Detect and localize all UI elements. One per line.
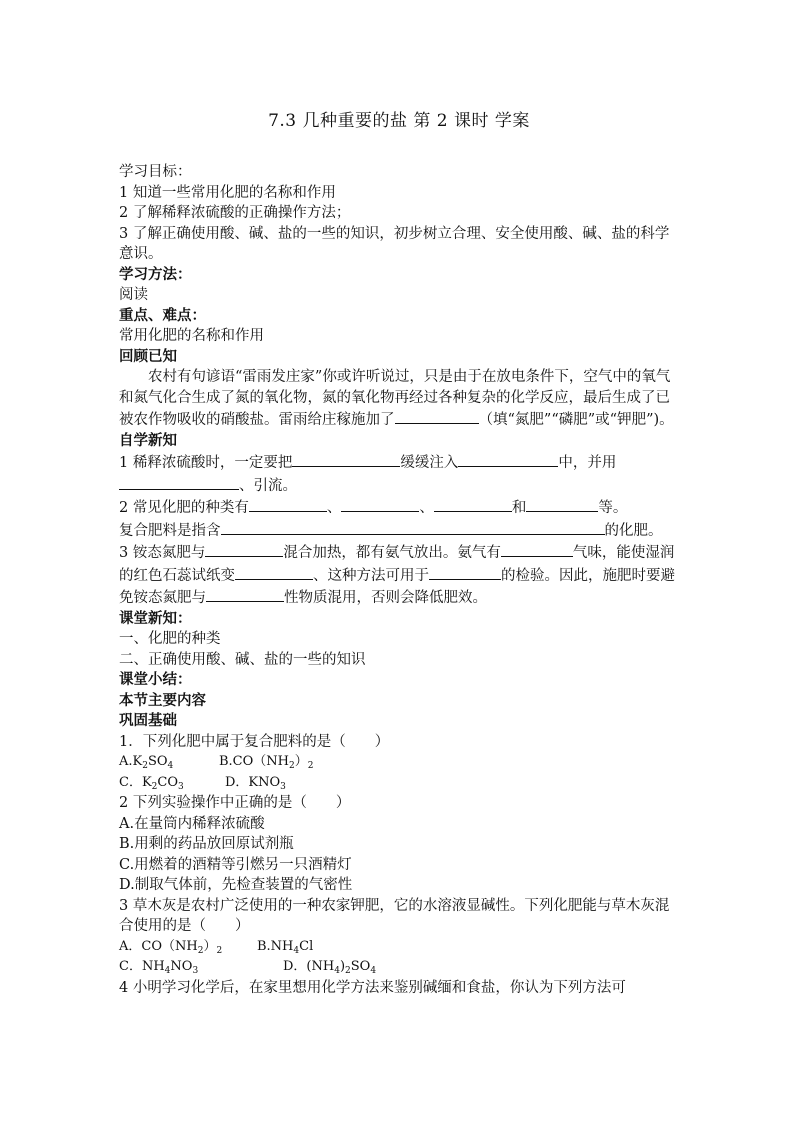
review-text: 农村有句谚语“雷雨发庄家”你或许听说过，只是由于在放电条件下，空气中的氧气和氮气化合生成了氮的氧化物，氮的氧化物再经过各种复杂的化学反应，最后生成了已被农作物吸收的硝酸盐。雷雨给庄稼施加了 [119, 369, 671, 428]
q-text: 等。 [598, 500, 628, 516]
answer-blank[interactable] [429, 564, 501, 580]
option-d[interactable]: D．$KNO_3$ [225, 774, 286, 792]
practice-q1-stem: 1．下列化肥中属于复合肥料的是（ ） [119, 733, 390, 750]
review-heading: 回顾已知 [119, 347, 177, 365]
q-text: 混合加热，都有氨气放出。氨气有 [283, 545, 501, 561]
practice-q1-options-ab [119, 752, 679, 773]
q-text: 2 常见化肥的种类有 [119, 500, 249, 516]
answer-blank[interactable] [119, 474, 239, 490]
option-b[interactable]: $B.CO(NH_2)_2$ [219, 754, 314, 771]
answer-blank[interactable] [501, 541, 573, 557]
page-title: 7.3 几种重要的盐 第 2 课时 学案 [268, 111, 530, 131]
answer-blank[interactable] [235, 564, 313, 580]
q-text: 、 [326, 500, 342, 516]
objective-item: 3 了解正确使用酸、碱、盐的一些的知识，初步树立合理、安全使用酸、碱、盐的科学意识。 [119, 225, 670, 262]
selfstudy-heading: 自学新知 [119, 431, 177, 449]
selfstudy-q3 [119, 541, 679, 609]
q-text: 、 [419, 500, 434, 516]
q-text: 缓缓注入 [400, 455, 459, 471]
summary-subheading: 本节主要内容 [119, 691, 206, 709]
key-text: 常用化肥的名称和作用 [119, 328, 264, 344]
option-d[interactable]: D.制取气体前，先检查装置的气密性 [119, 877, 353, 893]
answer-blank[interactable] [249, 496, 327, 512]
option-a[interactable]: A.在量筒内稀释浓硫酸 [119, 815, 265, 832]
q-text: 、这种方法可用于 [313, 567, 429, 584]
q-text: 性物质混用，否则会降低肥效。 [284, 590, 487, 606]
practice-q3-options-cd [119, 957, 679, 978]
q-text: 1 稀释浓硫酸时，一定要把 [119, 455, 293, 471]
practice-q2-stem: 2 下列实验操作中正确的是（ ） [119, 795, 351, 811]
practice-q4-stem: 4 小明学习化学后，在家里想用化学方法来鉴别碱缅和食盐，你认为下列方法可 [119, 979, 626, 996]
answer-blank[interactable] [434, 496, 512, 512]
answer-blank[interactable] [206, 586, 284, 602]
option-a[interactable]: A．$CO(NH_2)_2$ [119, 938, 223, 956]
newknow-item: 二、正确使用酸、碱、盐的一些的知识 [119, 651, 366, 668]
option-b[interactable]: B.用剩的药品放回原试剂瓶 [119, 836, 294, 852]
answer-blank[interactable] [526, 496, 598, 512]
objectives-heading: 学习目标： [119, 164, 192, 180]
option-b[interactable]: $B.NH_4Cl$ [257, 938, 314, 956]
answer-blank[interactable] [458, 451, 558, 467]
method-text: 阅读 [119, 287, 148, 303]
q-text: 气味，能使湿润的红色石蕊试纸变 [119, 545, 675, 584]
q-text: 3 铵态氮肥与 [119, 545, 206, 561]
selfstudy-q2b [119, 519, 679, 542]
objective-item: 1 知道一些常用化肥的名称和作用 [119, 184, 336, 201]
practice-heading: 巩固基础 [119, 712, 177, 729]
method-heading: 学习方法： [119, 265, 192, 283]
q-text: 的检验。因此，施肥时要避免铵态氮肥与 [119, 567, 675, 606]
review-paragraph [119, 367, 679, 431]
answer-blank[interactable] [205, 541, 283, 557]
option-c[interactable]: C．$K_2CO_3$ [119, 774, 184, 792]
summary-heading: 课堂小结： [119, 671, 192, 688]
answer-blank[interactable] [292, 451, 400, 467]
selfstudy-q1 [119, 451, 679, 496]
q-text: 、引流。 [239, 477, 297, 494]
q-text: 的化肥。 [604, 522, 663, 539]
answer-blank[interactable] [341, 496, 419, 512]
option-a[interactable]: $A.K_2SO_4$ [119, 754, 174, 771]
q-text: 复合肥料是指含 [119, 522, 221, 539]
document-body [119, 162, 679, 998]
answer-blank[interactable] [221, 519, 605, 535]
option-c[interactable]: C．$NH_4NO_3$ [119, 959, 199, 976]
answer-blank[interactable] [395, 408, 479, 424]
q-text: 中，并用 [558, 455, 617, 471]
selfstudy-q2 [119, 496, 679, 519]
review-text-end: （填“氮肥”“磷肥”或“钾肥”)。 [478, 412, 674, 428]
practice-q3-stem: 3 草木灰是农村广泛使用的一种农家钾肥，它的水溶液显碱性。下列化肥能与草木灰混合使用的是（ ） [119, 897, 670, 934]
option-c[interactable]: C.用燃着的酒精等引燃另一只酒精灯 [119, 856, 352, 873]
option-d[interactable]: D．$(NH_4)_2SO_4$ [283, 959, 377, 976]
practice-q1-options-cd [119, 773, 679, 794]
q-text: 和 [511, 500, 527, 516]
newknow-item: 一、化肥的种类 [119, 631, 221, 647]
objective-item: 2 了解稀释浓硫酸的正确操作方法； [119, 205, 351, 221]
key-heading: 重点、难点： [119, 306, 206, 324]
newknow-heading: 课堂新知： [119, 609, 192, 627]
practice-q3-options-ab [119, 937, 679, 958]
